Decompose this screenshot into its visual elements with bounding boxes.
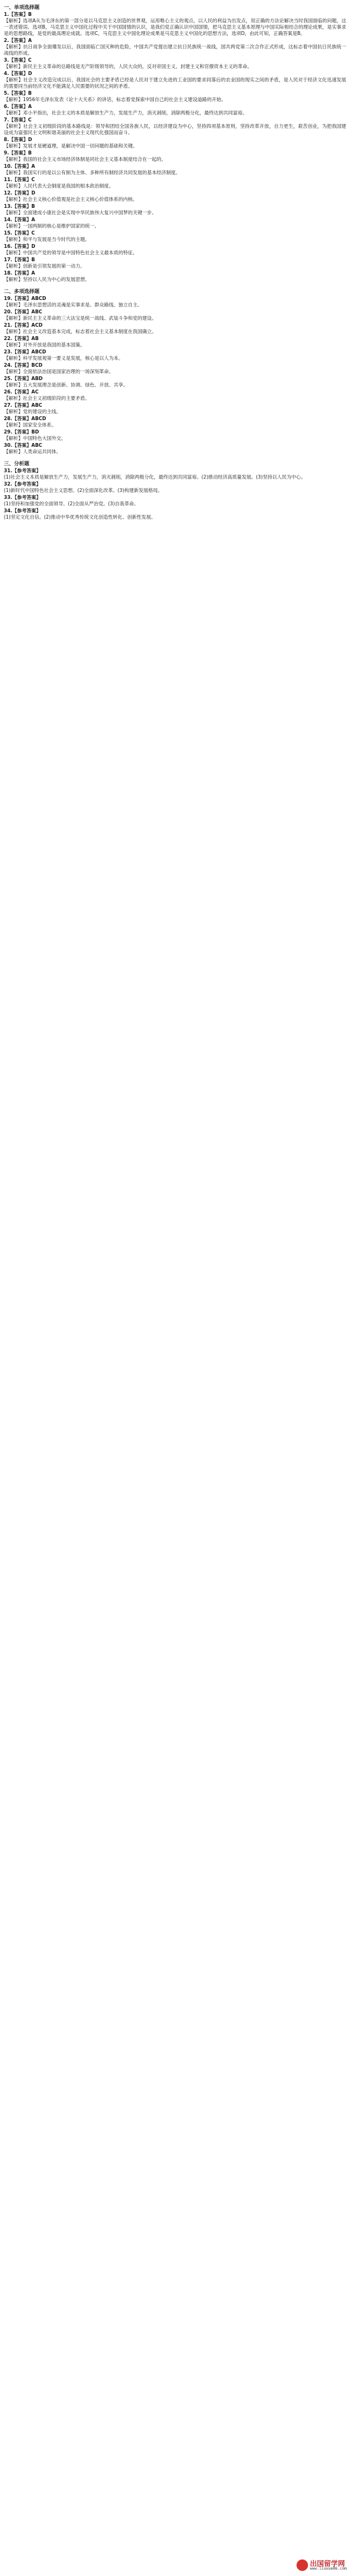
answer-explanation: 【解析】坚持以人民为中心的发展思想。 [4, 276, 90, 282]
answer-label: 29.【答案】BD [4, 429, 39, 435]
answer-label: 22.【答案】AB [4, 336, 39, 341]
site-watermark [297, 2557, 347, 2573]
answer-label: 1.【答案】B [4, 11, 32, 17]
answer-label: 26.【答案】AC [4, 389, 39, 395]
answer-label: 10.【答案】A [4, 163, 36, 169]
answer-label: 15.【答案】C [4, 230, 35, 236]
answer-explanation: 【解析】社会主义改造基本完成，标志着社会主义基本制度在我国确立。 [4, 329, 157, 334]
answer-label: 32.【参考答案】 [4, 481, 41, 487]
answer-explanation: 【解析】我国实行的是以公有制为主体、多种所有制经济共同发展的基本经济制度。 [4, 170, 181, 175]
answer-label: 18.【答案】A [4, 270, 36, 276]
section-gap [4, 455, 346, 459]
answer-explanation: 【解析】和平与发展是当今时代的主题。 [4, 236, 90, 242]
answer-label: 11.【答案】C [4, 177, 35, 182]
section-title: 三、分析题 [4, 461, 29, 467]
answer-explanation: 【解析】人民代表大会制度是我国的根本政治制度。 [4, 183, 114, 189]
logo-icon [297, 2559, 308, 2571]
answer-explanation: 【解析】中国共产党的领导是中国特色社会主义最本质的特征。 [4, 250, 137, 256]
answer-explanation: 【解析】五大发展理念是创新、协调、绿色、开放、共享。 [4, 382, 128, 388]
answer-explanation: 【解析】1956年毛泽东发表《论十大关系》的讲话，标志着党探索中国自己的社会主义建设道路的开始。 [4, 97, 227, 102]
answer-explanation: 【解析】中国特色大国外交。 [4, 435, 66, 441]
section-title: 一、单项选择题 [4, 4, 39, 10]
answer-explanation: 【解析】人类命运共同体。 [4, 449, 61, 454]
answer-label: 24.【答案】BCD [4, 362, 43, 368]
watermark-url: www.liuxue86.com [310, 2566, 347, 2571]
answer-explanation: 【解析】国家安全体系。 [4, 422, 57, 428]
answer-label: 34.【参考答案】 [4, 508, 41, 514]
answer-explanation: 【解析】毛泽东思想活的灵魂是实事求是、群众路线、独立自主。 [4, 302, 143, 308]
answer-label: 21.【答案】ACD [4, 322, 43, 328]
answer-label: 6.【答案】A [4, 104, 32, 109]
answer-explanation: (1)社会主义本质是解放生产力，发展生产力，消灭剥削，消除两极分化，最终达到共同富裕。(2)推动经济高质量发展。(3)坚持以人民为中心。 [4, 474, 306, 480]
answer-explanation: (1)坚持和加强党的全面领导。(2)全面从严治党。(3)自我革命。 [4, 501, 139, 507]
answer-label: 31.【参考答案】 [4, 468, 41, 474]
answer-explanation: 【解析】一国两制的核心是维护国家的统一。 [4, 223, 99, 229]
answer-label: 9.【答案】B [4, 150, 32, 156]
answer-explanation: 【解析】社会主义核心价值观是社会主义核心价值体系的内核。 [4, 196, 137, 202]
answer-label: 13.【答案】B [4, 203, 36, 209]
answer-label: 7.【答案】C [4, 117, 32, 123]
answer-label: 12.【答案】D [4, 190, 36, 196]
answer-explanation: 【解析】对外开放是我国的基本国策。 [4, 342, 85, 348]
answer-label: 27.【答案】ABC [4, 402, 43, 408]
answer-label: 23.【答案】ABCD [4, 349, 46, 355]
answer-label: 25.【答案】ABD [4, 376, 43, 381]
answer-label: 2.【答案】A [4, 37, 32, 43]
answer-label: 33.【参考答案】 [4, 494, 41, 500]
answer-explanation: 【解析】发展才是硬道理，是解决中国一切问题的基础和关键。 [4, 143, 137, 149]
answer-explanation: 【解析】选项A从为毛泽东的第一部分是以马克思主义创造的世界观，运用唯心主义的观点，以人民的利益为出发点，用正确的方法论解决当时我国面临的问题，这一表述错误。选项B，马克思主义中国化过程中关于中国国情的认识，是我们党正确认识中国国情，把马克思主义基本原理与中国实际相结合的理论成果，是实事求是的思想路线，是党的最高理论成就。选项C，马克思主义中国化理论成果是马克思主义中国化的思想方法，选项D，由此可知，正确答案是B。 [4, 18, 346, 36]
answer-explanation: 【解析】邓小平指出，社会主义的本质是解放生产力，发展生产力，消灭剥削，消除两极分化，最终达到共同富裕。 [4, 110, 248, 116]
answer-explanation: 【解析】抗日战争全面爆发以后，我国面临亡国灭种的危险，中国共产党提出建立抗日民族统一战线，国共两党第二次合作正式形成，这标志着中国抗日民族统一战线的形成。 [4, 44, 346, 56]
answer-label: 3.【答案】C [4, 57, 32, 63]
answer-label: 28.【答案】ABCD [4, 416, 46, 421]
answer-explanation: 【解析】新民主主义革命的三大法宝是统一战线、武装斗争和党的建设。 [4, 315, 157, 321]
answer-label: 20.【答案】ABC [4, 309, 43, 315]
answer-label: 17.【答案】B [4, 257, 36, 262]
answer-explanation: 【解析】科学发展观第一要义是发展，核心是以人为本。 [4, 355, 123, 361]
section-gap [4, 521, 346, 524]
answer-label: 19.【答案】ABCD [4, 296, 46, 301]
answer-label: 14.【答案】A [4, 217, 36, 222]
answer-label: 5.【答案】B [4, 90, 32, 96]
answer-label: 30.【答案】ABC [4, 442, 43, 448]
answer-explanation: 【解析】党的建设的主线。 [4, 409, 61, 414]
answer-explanation: 【解析】社会主义初级阶段的主要矛盾。 [4, 395, 90, 401]
watermark-text [310, 2560, 347, 2571]
answer-explanation: (1)坚定文化自信。(2)推动中华优秀传统文化创造性转化、创新性发展。 [4, 514, 156, 520]
section-title: 二、多项选择题 [4, 289, 39, 294]
answer-explanation: 【解析】全面建成小康社会是实现中华民族伟大复兴中国梦的关键一步。 [4, 210, 157, 215]
answer-explanation: 【解析】创新是引领发展的第一动力。 [4, 263, 85, 269]
answer-label: 4.【答案】D [4, 71, 32, 76]
answer-label: 16.【答案】D [4, 243, 36, 249]
section-gap [4, 283, 346, 287]
answer-explanation: 【解析】社会主义改造完成以后，我国社会的主要矛盾已经是人民对于建立先进的工业国的要求同落后的农业国的现实之间的矛盾，是人民对于经济文化迅速发展的需要同当前经济文化不能满足人民需要的状况之间的矛盾。 [4, 77, 346, 89]
answer-explanation: 【解析】我国的社会主义市场经济体制是同社会主义基本制度结合在一起的。 [4, 156, 166, 162]
watermark-title: 出国留学网 [310, 2559, 345, 2568]
answer-label: 8.【答案】D [4, 137, 32, 142]
answer-explanation: (1)新时代中国特色社会主义思想。(2)全面深化改革。(3)构建新发展格局。 [4, 487, 163, 493]
answer-explanation: 【解析】全面依法治国是国家治理的一场深刻革命。 [4, 369, 114, 374]
answer-explanation: 【解析】社会主义初级阶段的基本路线是：领导和团结全国各族人民，以经济建设为中心，坚持四项基本原则，坚持改革开放，自力更生，艰苦创业，为把我国建设成为富强民主文明和谐美丽的社会主义现代化强国而奋斗。 [4, 123, 346, 135]
answer-explanation: 【解析】新民主主义革命的总路线是无产阶级领导的，人民大众的，反对帝国主义、封建主义和官僚资本主义的革命。 [4, 64, 252, 69]
